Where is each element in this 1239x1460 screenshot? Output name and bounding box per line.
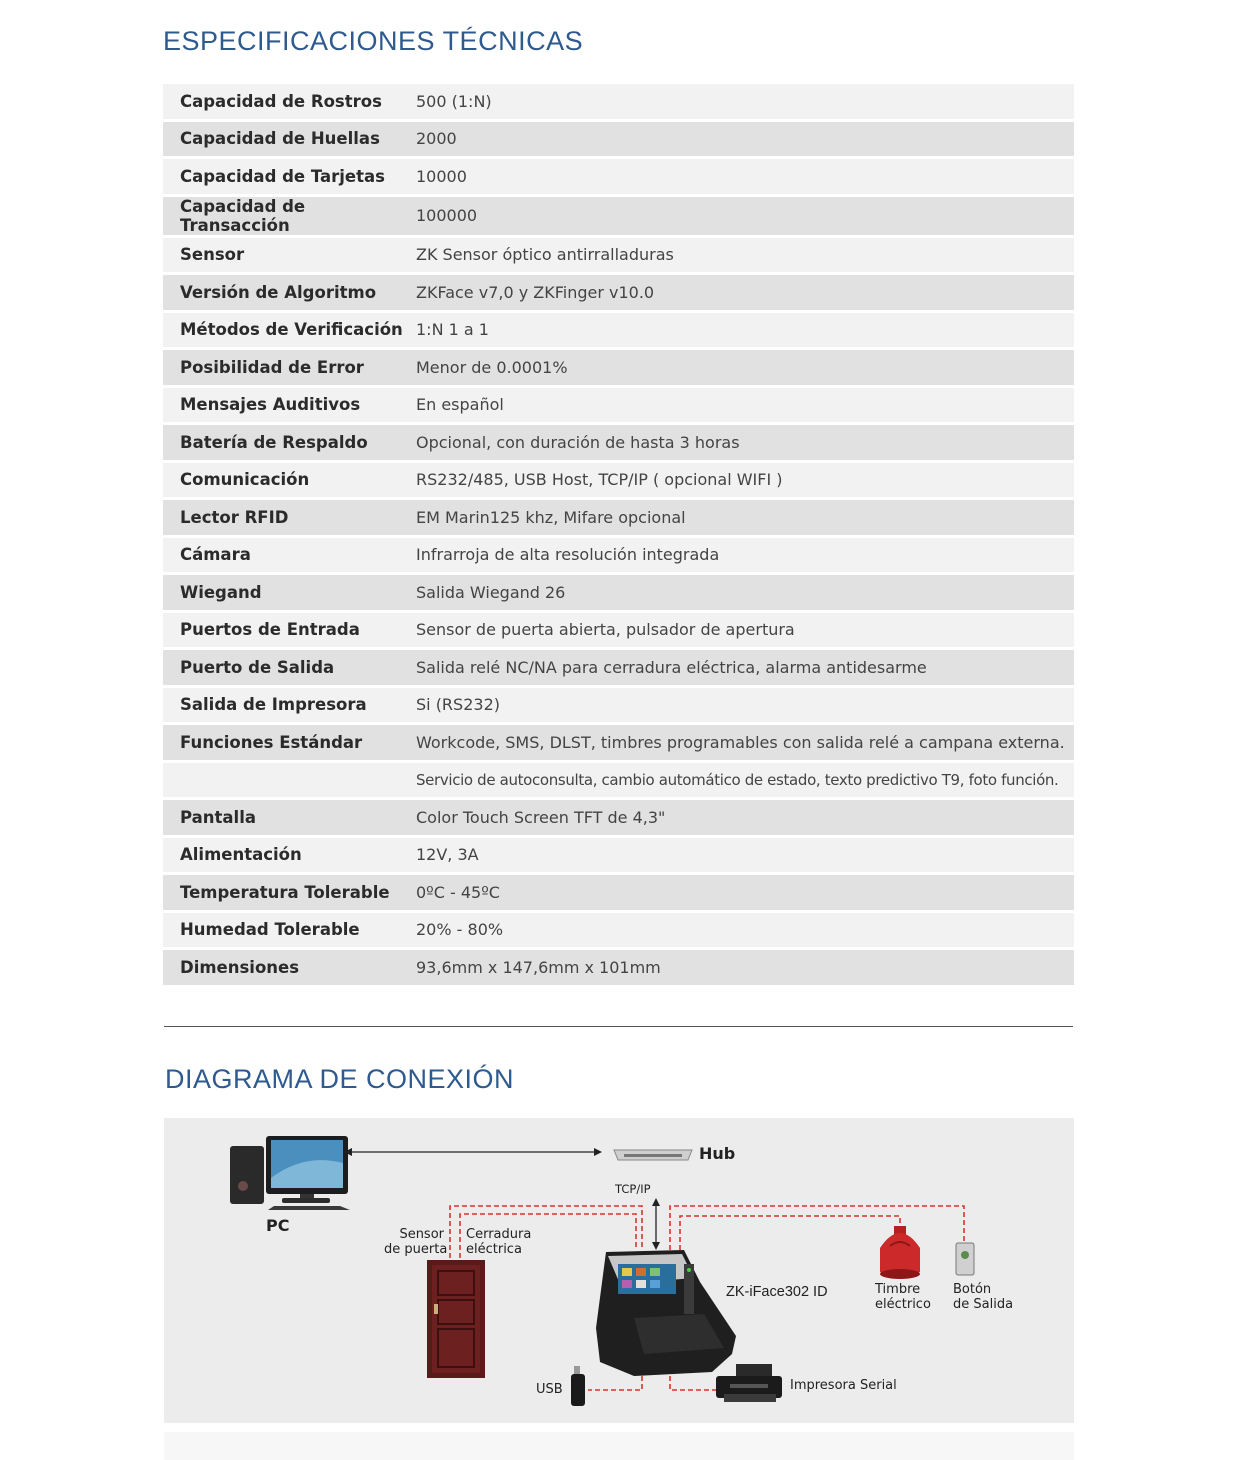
spec-label: Métodos de Verificación [163, 313, 416, 351]
spec-label: Lector RFID [163, 500, 416, 538]
spec-value: Color Touch Screen TFT de 4,3" [416, 800, 1074, 838]
spec-label: Cámara [163, 538, 416, 576]
spec-label: Batería de Respaldo [163, 425, 416, 463]
specs-table [163, 84, 1074, 988]
spec-label: Dimensiones [163, 950, 416, 988]
spec-value: Sensor de puerta abierta, pulsador de apertura [416, 613, 1074, 651]
spec-row [163, 350, 1074, 388]
spec-value: Servicio de autoconsulta, cambio automático de estado, texto predictivo T9, foto función. [416, 763, 1074, 801]
spec-row [163, 463, 1074, 501]
diagram-title: DIAGRAMA DE CONEXIÓN [165, 1064, 515, 1094]
usb-label: USB [536, 1382, 563, 1397]
spec-label: Wiegand [163, 575, 416, 613]
spec-row [163, 275, 1074, 313]
bell-label: Timbre eléctrico [875, 1282, 931, 1312]
spec-row [163, 950, 1074, 988]
spec-label: Puertos de Entrada [163, 613, 416, 651]
electric-lock-label: Cerradura eléctrica [466, 1227, 532, 1257]
spec-value: Infrarroja de alta resolución integrada [416, 538, 1074, 576]
spec-label: Salida de Impresora [163, 688, 416, 726]
spec-row [163, 613, 1074, 651]
spec-value: 1:N 1 a 1 [416, 313, 1074, 351]
spec-row [163, 838, 1074, 876]
spec-label: Alimentación [163, 838, 416, 876]
device-label: ZK-iFace302 ID [726, 1284, 828, 1300]
exit-button-label: Botón de Salida [953, 1282, 1014, 1312]
spec-value: 2000 [416, 122, 1074, 160]
spec-value: 10000 [416, 159, 1074, 197]
spec-value: Workcode, SMS, DLST, timbres programables con salida relé a campana externa. [416, 725, 1074, 763]
spec-row [163, 688, 1074, 726]
spec-row [163, 84, 1074, 122]
spec-label: Pantalla [163, 800, 416, 838]
spec-row [163, 388, 1074, 426]
spec-row [163, 500, 1074, 538]
spec-label: Capacidad de Rostros [163, 84, 416, 122]
spec-value: En español [416, 388, 1074, 426]
spec-value: Opcional, con duración de hasta 3 horas [416, 425, 1074, 463]
exit-button-icon [956, 1243, 974, 1275]
spec-row [163, 197, 1074, 238]
hub-icon [614, 1150, 692, 1160]
spec-value: 12V, 3A [416, 838, 1074, 876]
specs-title: ESPECIFICACIONES TÉCNICAS [163, 26, 584, 56]
spec-value: Salida Wiegand 26 [416, 575, 1074, 613]
spec-label: Mensajes Auditivos [163, 388, 416, 426]
pc-label: PC [266, 1216, 290, 1235]
spec-label: Temperatura Tolerable [163, 875, 416, 913]
spec-row [163, 122, 1074, 160]
pc-icon [230, 1136, 350, 1210]
printer-label: Impresora Serial [790, 1378, 897, 1393]
spec-label: Puerto de Salida [163, 650, 416, 688]
spec-value: 500 (1:N) [416, 84, 1074, 122]
usb-icon [571, 1366, 585, 1406]
spec-value: Salida relé NC/NA para cerradura eléctrica, alarma antidesarme [416, 650, 1074, 688]
spec-row [163, 725, 1074, 763]
spec-label: Sensor [163, 238, 416, 276]
door-icon [427, 1260, 485, 1378]
spec-value: EM Marin125 khz, Mifare opcional [416, 500, 1074, 538]
device-icon [596, 1250, 736, 1376]
spec-value: 93,6mm x 147,6mm x 101mm [416, 950, 1074, 988]
spec-row [163, 650, 1074, 688]
spec-value: RS232/485, USB Host, TCP/IP ( opcional WIFI ) [416, 463, 1074, 501]
tcpip-label: TCP/IP [615, 1182, 651, 1196]
tcpip-link [652, 1198, 660, 1250]
spec-value: ZK Sensor óptico antirralladuras [416, 238, 1074, 276]
spec-row [163, 913, 1074, 951]
bottom-band [164, 1432, 1074, 1460]
spec-value: 100000 [416, 197, 1074, 238]
connection-diagram [164, 1118, 1074, 1423]
spec-value: 0ºC - 45ºC [416, 875, 1074, 913]
door-sensor-label: Sensor de puerta [384, 1227, 448, 1257]
spec-row [163, 575, 1074, 613]
spec-value: ZKFace v7,0 y ZKFinger v10.0 [416, 275, 1074, 313]
spec-label: Posibilidad de Error [163, 350, 416, 388]
diagram-graphics [164, 1118, 1074, 1423]
spec-row [163, 159, 1074, 197]
spec-label: Funciones Estándar [163, 725, 416, 763]
bell-icon [880, 1226, 920, 1279]
spec-label [163, 763, 416, 801]
spec-row [163, 875, 1074, 913]
spec-row [163, 425, 1074, 463]
section-divider [164, 1026, 1073, 1027]
spec-value: 20% - 80% [416, 913, 1074, 951]
spec-value: Menor de 0.0001% [416, 350, 1074, 388]
spec-label: Capacidad de Tarjetas [163, 159, 416, 197]
printer-icon [716, 1364, 782, 1402]
spec-row [163, 538, 1074, 576]
spec-row [163, 800, 1074, 838]
spec-row [163, 763, 1074, 801]
spec-value: Si (RS232) [416, 688, 1074, 726]
spec-row [163, 238, 1074, 276]
pc-hub-link [344, 1148, 602, 1156]
spec-label: Humedad Tolerable [163, 913, 416, 951]
spec-label: Comunicación [163, 463, 416, 501]
spec-label: Capacidad de Transacción [163, 197, 416, 238]
hub-label: Hub [699, 1144, 736, 1163]
spec-label: Capacidad de Huellas [163, 122, 416, 160]
spec-label: Versión de Algoritmo [163, 275, 416, 313]
spec-row [163, 313, 1074, 351]
